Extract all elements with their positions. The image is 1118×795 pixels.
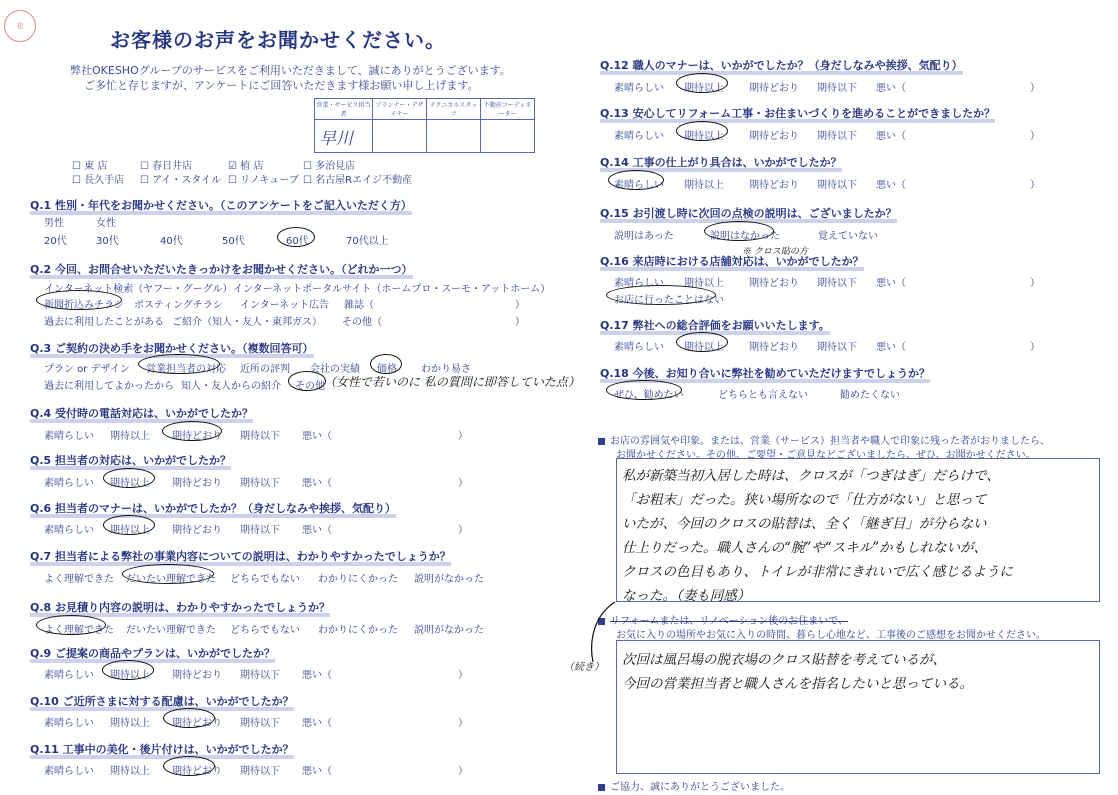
store-checkbox-checked[interactable]: ☑ 植 店: [228, 161, 264, 172]
option[interactable]: 素晴らしい: [614, 83, 664, 94]
option[interactable]: 勧めたくない: [840, 390, 900, 401]
answer-circle: [370, 354, 402, 374]
option[interactable]: 知人・友人からの紹介: [181, 381, 281, 392]
question-left_questions-5: Q.6 担当者のマナーは、いかがでしたか？（身だしなみや挨拶、気配り）: [30, 500, 396, 518]
option: ）: [458, 525, 468, 536]
answer-circle: [103, 468, 155, 488]
option[interactable]: 説明はなかった: [710, 231, 780, 242]
store-checkbox[interactable]: ☐ アイ・スタイル: [140, 175, 222, 186]
question-1: Q.1 性別・年代をお聞かせください。（このアンケートをご記入いただく方）: [30, 197, 412, 215]
question-right_questions-6: Q.18 今後、お知り合いに弊社を勧めていただけますでしょうか？: [600, 365, 930, 383]
option[interactable]: 期待どおり: [172, 525, 222, 536]
option[interactable]: 素晴らしい: [614, 180, 664, 191]
option[interactable]: 悪い（: [302, 525, 332, 536]
option[interactable]: 素晴らしい: [614, 278, 664, 289]
option[interactable]: 素晴らしい: [44, 766, 94, 777]
option-selected[interactable]: 価格: [377, 364, 397, 375]
option[interactable]: その他（: [342, 317, 382, 328]
option[interactable]: 近所の評判: [240, 364, 290, 375]
staff-header: プランナー・デザイナー: [373, 99, 427, 120]
handwritten-comment-2: 次回は風呂場の脱衣場のクロス貼替を考えているが、 今回の営業担当者と職人さんを指名したいと思っている。: [622, 652, 973, 692]
option[interactable]: 期待以下: [817, 278, 857, 289]
option: ）: [458, 766, 468, 777]
comment-prompt-1: お店の雰囲気や印象。または、営業（サービス）担当者や職人で印象に残った者がおりましたら、: [598, 432, 1050, 447]
answer-circle: [36, 615, 106, 635]
question-right_questions-1: Q.13 安心してリフォーム工事・お住まいづくりを進めることができましたか？: [600, 105, 995, 123]
handwritten-comment-1: 私が新築当初入居した時は、クロスが「つぎはぎ」だらけで、 「お粗末」だった。狭い場所なので「仕方がない」と思って いたが、今回のクロスの貼替は、全く「継ぎ目」が分らない 仕上りだった。職人さんの“腕”や“スキル”かもしれないが、 クロスの色目もあり、トイレが非常にきれいで広く感じるように なった。（妻も同感）: [622, 468, 1013, 604]
option[interactable]: 40代: [160, 236, 183, 247]
question-left_questions-7: Q.8 お見積り内容の説明は、わかりやすかったでしょうか？: [30, 599, 330, 617]
option[interactable]: ぜひ、勧めたい: [614, 390, 684, 401]
option[interactable]: インターネット広告: [240, 300, 330, 311]
option[interactable]: 素晴らしい: [44, 478, 94, 489]
question-right_questions-4: Q.16 来店時における店舗対応は、いかがでしたか？: [600, 253, 864, 271]
answer-circle: [277, 227, 315, 247]
staff-header: テクニカルスタッフ: [427, 99, 481, 120]
option[interactable]: 期待以上: [684, 83, 724, 94]
comment-prompt-2b: お気に入りの場所やお気に入りの時間、暮らし心地など、工事後のご感想をお聞かせください。: [616, 630, 1046, 641]
store-checkbox[interactable]: ☐ 東 店: [72, 161, 108, 172]
staff-technical-name: [427, 120, 481, 153]
option[interactable]: わかり易さ: [421, 364, 471, 375]
option[interactable]: 50代: [222, 236, 245, 247]
option[interactable]: 期待以上: [684, 180, 724, 191]
answer-circle: [606, 380, 682, 400]
option[interactable]: 悪い（: [876, 278, 906, 289]
answer-circle: [36, 290, 122, 310]
option[interactable]: 期待以下: [240, 670, 280, 681]
answer-circle: [138, 354, 220, 374]
option[interactable]: 悪い（: [876, 83, 906, 94]
option[interactable]: ポスティングチラシ: [134, 300, 223, 311]
question-right_questions-3: Q.15 お引渡し時に次回の点検の説明は、ございましたか？: [600, 205, 897, 223]
option[interactable]: 期待以下: [240, 431, 280, 442]
option[interactable]: 悪い（: [302, 670, 332, 681]
option[interactable]: 期待以上: [684, 342, 724, 353]
option[interactable]: 説明はあった: [614, 231, 674, 242]
continue-arrow-icon: [585, 598, 625, 668]
option[interactable]: 悪い（: [876, 180, 906, 191]
bullet-icon: [598, 438, 605, 445]
option[interactable]: 期待どおり: [172, 670, 222, 681]
option[interactable]: 説明がなかった: [414, 574, 484, 585]
option-selected[interactable]: 新聞折込みチラシ: [44, 300, 124, 311]
option[interactable]: 30代: [96, 236, 119, 247]
bullet-icon: [598, 784, 605, 791]
staff-realestate-name: [481, 120, 535, 153]
option[interactable]: 説明がなかった: [414, 625, 484, 636]
option: ）: [515, 300, 525, 311]
question-left_questions-9: Q.10 ご近所さまに対する配慮は、いかがでしたか？: [30, 693, 294, 711]
option[interactable]: 期待以下: [817, 131, 857, 142]
option[interactable]: だいたい理解できた: [126, 625, 216, 636]
option[interactable]: 期待どおり: [172, 478, 222, 489]
option[interactable]: 期待以下: [817, 83, 857, 94]
option[interactable]: 期待以上: [110, 525, 150, 536]
store-checkbox[interactable]: ☐ 長久手店: [72, 175, 125, 186]
staff-planner-name: [373, 120, 427, 153]
option[interactable]: 期待以上: [110, 478, 150, 489]
option[interactable]: どちらとも言えない: [718, 390, 808, 401]
option[interactable]: 会社の実績: [310, 364, 360, 375]
option[interactable]: 期待以上: [110, 718, 150, 729]
option[interactable]: 悪い（: [302, 431, 332, 442]
option[interactable]: だいたい理解できた: [126, 574, 216, 585]
answer-circle: [608, 170, 664, 190]
option[interactable]: 70代以上: [346, 236, 389, 247]
option[interactable]: 悪い（: [302, 478, 332, 489]
option: ）: [458, 478, 468, 489]
option: ）: [515, 317, 525, 328]
option: ）: [458, 431, 468, 442]
question-right_questions-5: Q.17 弊社への総合評価をお願いいたします。: [600, 317, 830, 335]
option[interactable]: 期待どおり: [172, 766, 222, 777]
question-left_questions-4: Q.5 担当者の対応は、いかがでしたか？: [30, 452, 231, 470]
option[interactable]: どちらでもない: [230, 625, 300, 636]
option[interactable]: 素晴らしい: [614, 131, 664, 142]
option[interactable]: 女性: [96, 218, 116, 229]
question-left_questions-10: Q.11 工事中の美化・後片付けは、いかがでしたか？: [30, 741, 294, 759]
option[interactable]: わかりにくかった: [318, 574, 398, 585]
option[interactable]: 悪い（: [302, 766, 332, 777]
store-checkbox[interactable]: ☐ 名古屋Rエイジ不動産: [303, 175, 413, 186]
option[interactable]: わかりにくかった: [318, 625, 398, 636]
option-selected[interactable]: 営業担当者の対応: [146, 364, 226, 375]
answer-circle: [162, 421, 222, 441]
intro-line-1: 弊社OKESHOグループのサービスをご利用いただきまして、誠にありがとうございます。: [70, 64, 511, 77]
option[interactable]: 期待以上: [684, 131, 724, 142]
option[interactable]: 覚えていない: [818, 231, 878, 242]
answer-circle: [102, 660, 154, 680]
company-seal: 花: [4, 10, 36, 42]
option[interactable]: よく理解できた: [44, 625, 114, 636]
option[interactable]: 期待以上: [110, 670, 150, 681]
store-checkbox[interactable]: ☐ リノキューブ: [228, 175, 299, 186]
option[interactable]: 素晴らしい: [44, 718, 94, 729]
answer-circle: [122, 564, 214, 584]
option[interactable]: よく理解できた: [44, 574, 114, 585]
option[interactable]: 期待どおり: [172, 431, 222, 442]
option[interactable]: 素晴らしい: [614, 342, 664, 353]
staff-table: [314, 98, 535, 153]
answer-circle: [676, 121, 728, 141]
question-right_questions-0: Q.12 職人のマナーは、いかがでしたか？（身だしなみや挨拶、気配り）: [600, 57, 963, 75]
thanks-line: ご協力、誠にありがとうございました。: [598, 778, 790, 793]
option[interactable]: 雑誌（: [344, 300, 374, 311]
handwritten-q3-other: （女性で若いのに 私の質問に即答していた点）: [324, 375, 580, 389]
question-left_questions-8: Q.9 ご提案の商品やプランは、いかがでしたか？: [30, 645, 275, 663]
option[interactable]: 期待以下: [240, 478, 280, 489]
answer-circle: [288, 371, 326, 391]
option[interactable]: プラン or デザイン: [44, 364, 130, 375]
question-3: Q.3 ご契約の決め手をお聞かせください。（複数回答可）: [30, 340, 314, 358]
answer-circle: [704, 221, 774, 241]
option[interactable]: 素晴らしい: [44, 670, 94, 681]
option[interactable]: 悪い（: [302, 718, 332, 729]
option[interactable]: お店に行ったことはない: [614, 295, 724, 306]
option[interactable]: 期待どおり: [172, 718, 222, 729]
answer-circle: [676, 332, 728, 352]
answer-circle: [163, 708, 215, 728]
option: ）: [1030, 83, 1040, 94]
store-checkbox[interactable]: ☐ 多治見店: [303, 161, 356, 172]
option: ）: [1030, 278, 1040, 289]
option[interactable]: 20代: [44, 236, 67, 247]
option[interactable]: 悪い（: [876, 131, 906, 142]
option[interactable]: 期待以下: [817, 180, 857, 191]
staff-sales-name: 早川: [315, 120, 373, 153]
option[interactable]: 素晴らしい: [44, 525, 94, 536]
page-title: お客様のお声をお聞かせください。: [110, 28, 446, 52]
question-right_questions-2: Q.14 工事の仕上がり具合は、いかがでしたか？: [600, 154, 842, 172]
option[interactable]: インターネット検索（ヤフー・グーグル）: [44, 284, 233, 295]
option[interactable]: 男性: [44, 218, 64, 229]
option[interactable]: 期待どおり: [749, 83, 799, 94]
store-checkbox[interactable]: ☐ 春日井店: [140, 161, 193, 172]
option[interactable]: 期待どおり: [749, 180, 799, 191]
option[interactable]: どちらでもない: [230, 574, 300, 585]
option[interactable]: 期待どおり: [749, 278, 799, 289]
staff-header: 不動産コーディネーター: [481, 99, 535, 120]
option: ）: [1030, 180, 1040, 191]
option-selected[interactable]: 60代: [286, 236, 309, 247]
option[interactable]: 期待以下: [817, 342, 857, 353]
option[interactable]: 期待以上: [684, 278, 724, 289]
option-selected[interactable]: その他: [295, 381, 325, 392]
handwritten-continue-mark: （続き）: [564, 662, 604, 673]
option[interactable]: インターネットポータルサイト（ホームプロ・スーモ・アットホーム）: [233, 284, 551, 295]
option: ）: [1030, 342, 1040, 353]
staff-header: 営業・サービス担当者: [315, 99, 373, 120]
answer-circle: [676, 73, 728, 93]
option[interactable]: 期待どおり: [749, 342, 799, 353]
option[interactable]: ご紹介（知人・友人・東邦ガス）: [172, 317, 322, 328]
comment-prompt-1b: お聞かせください。その他、ご要望・ご意見などございましたら、ぜひ、お聞かせください。: [616, 450, 1036, 461]
question-left_questions-6: Q.7 担当者による弊社の事業内容についての説明は、わかりやすかったでしょうか？: [30, 548, 451, 566]
answer-circle: [103, 515, 155, 535]
option[interactable]: 悪い（: [876, 342, 906, 353]
option: ）: [1030, 131, 1040, 142]
option[interactable]: 期待以上: [110, 431, 150, 442]
option[interactable]: 過去に利用したことがある: [44, 317, 164, 328]
option: ）: [458, 670, 468, 681]
handwritten-q16-note: ※ クロス貼の方: [742, 247, 808, 257]
option[interactable]: 過去に利用してよかったから: [44, 381, 174, 392]
answer-circle: [163, 756, 215, 776]
option[interactable]: 期待以下: [240, 766, 280, 777]
option[interactable]: 期待以下: [240, 525, 280, 536]
option[interactable]: 期待以上: [110, 766, 150, 777]
question-2: Q.2 今回、お問合せいただいたきっかけをお聞かせください。（どれか一つ）: [30, 261, 413, 279]
option[interactable]: 期待以下: [240, 718, 280, 729]
comment-prompt-2: リフォームまたは、リノベーション後のお住まいで、: [598, 612, 848, 627]
option: ）: [458, 718, 468, 729]
answer-circle: [606, 285, 716, 305]
intro-line-2: ご多忙と存じますが、アンケートにご回答いただきます様お願い申し上げます。: [84, 79, 479, 92]
option[interactable]: 素晴らしい: [44, 431, 94, 442]
question-left_questions-3: Q.4 受付時の電話対応は、いかがでしたか？: [30, 405, 253, 423]
option[interactable]: 期待どおり: [749, 131, 799, 142]
